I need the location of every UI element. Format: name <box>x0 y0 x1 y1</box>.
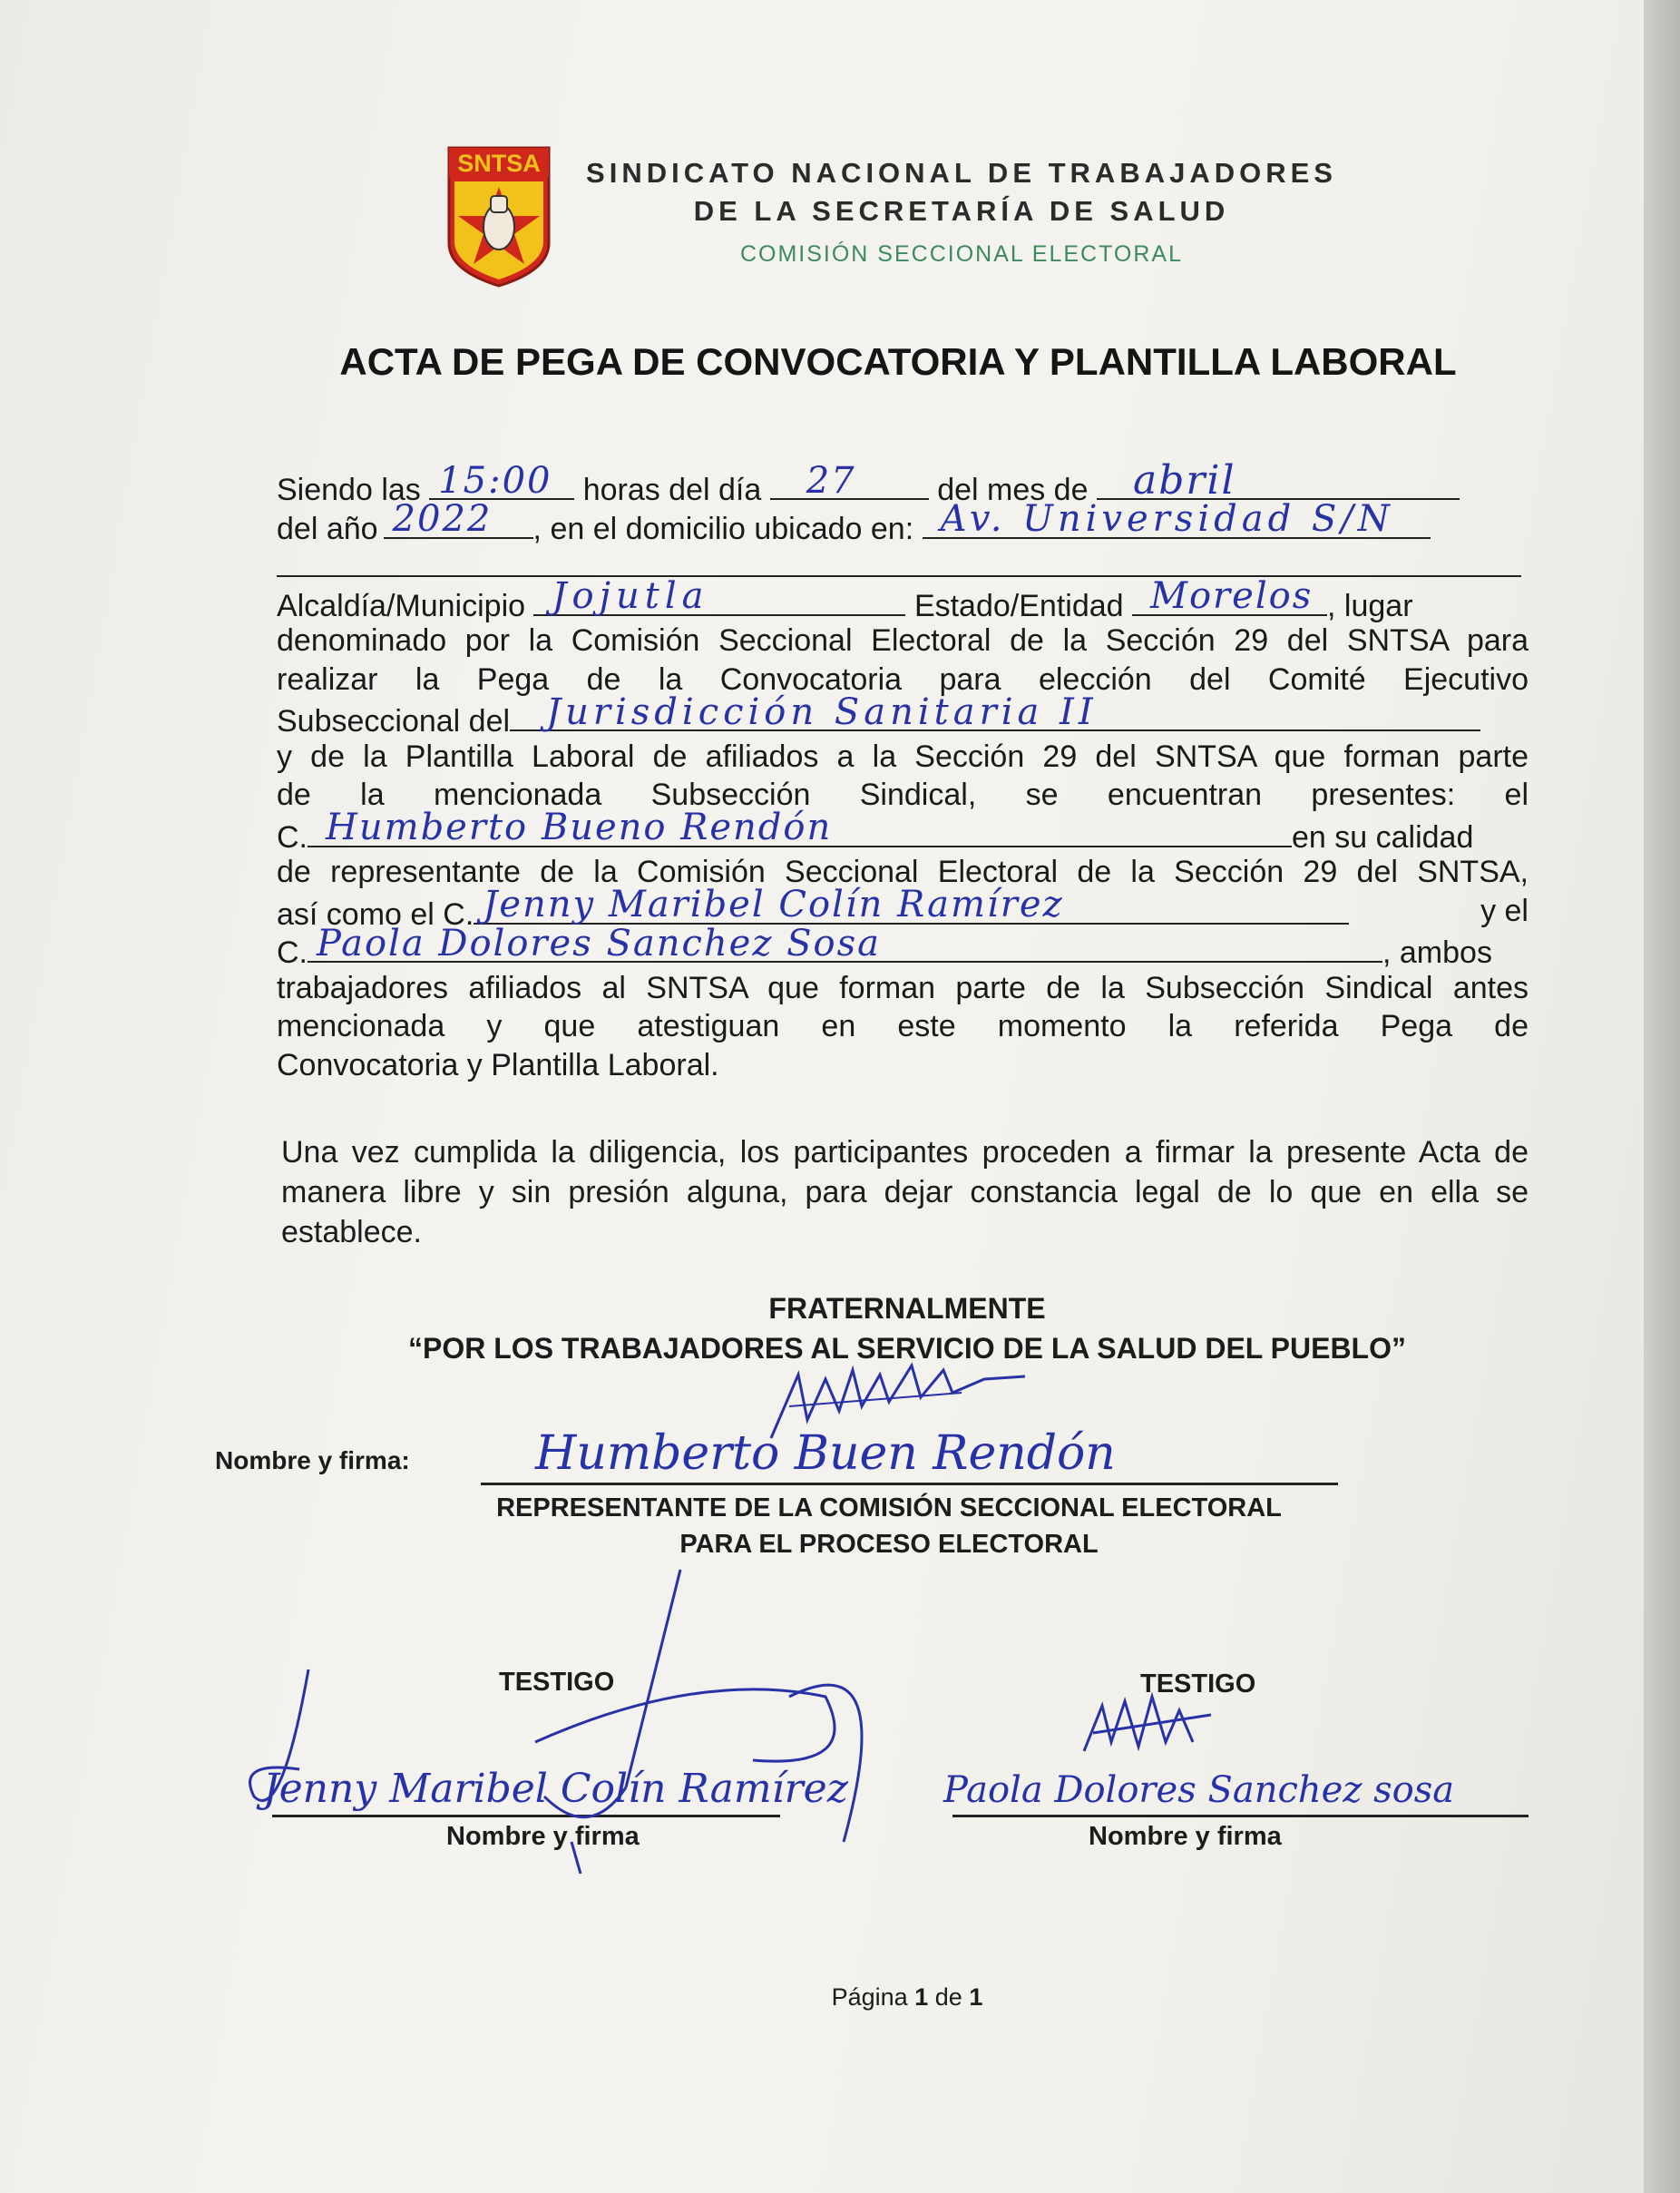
form-body <box>277 456 1529 1084</box>
year-value: 2022 <box>392 498 493 540</box>
sntsa-logo-icon <box>440 143 558 289</box>
witness-2-label: TESTIGO <box>1140 1669 1256 1699</box>
text-lugar: , lugar <box>1327 588 1413 623</box>
document-title: ACTA DE PEGA DE CONVOCATORIA Y PLANTILLA LABORAL <box>339 340 1457 383</box>
current-page: 1 <box>914 1983 929 2011</box>
month-field[interactable] <box>1097 456 1460 504</box>
representative-title-line-1: REPRESENTANTE DE LA COMISIÓN SECCIONAL ELECTORAL <box>496 1493 1282 1522</box>
subsection-field[interactable] <box>510 690 1480 733</box>
year-field[interactable] <box>384 498 533 540</box>
address-value: Av. Universidad S/N <box>940 498 1394 540</box>
witness-2-signature-scribble <box>1075 1669 1220 1769</box>
witness-2-handwritten-name: Paola Dolores Sanchez sosa <box>943 1769 1455 1811</box>
text-del-mes-de: del mes de <box>937 473 1089 507</box>
form-line-4 <box>277 575 1529 623</box>
text-asi-como: así como el C. <box>277 896 474 932</box>
representative-handwritten-name: Humberto Buen Rendón <box>535 1426 1116 1481</box>
form-line-16: Convocatoria y Plantilla Laboral. <box>277 1047 719 1082</box>
hour-value: 15:00 <box>438 459 552 502</box>
text-del-anio: del año <box>277 511 378 546</box>
text-domicilio: , en el domicilio ubicado en: <box>532 511 914 546</box>
commission-name: COMISIÓN SECCIONAL ELECTORAL <box>739 241 1184 267</box>
text-alcaldia: Alcaldía/Municipio <box>277 588 526 623</box>
text-en-su-calidad: en su calidad <box>1292 819 1474 855</box>
fraternal-line-1: FRATERNALMENTE <box>768 1292 1046 1325</box>
union-name-line-2: DE LA SECRETARÍA DE SALUD <box>693 195 1230 227</box>
form-line-15: mencionada y que atestiguan en este momento la referida Pega de <box>277 1009 1529 1043</box>
day-value: 27 <box>806 459 856 502</box>
witness-2-signature-line[interactable] <box>952 1815 1529 1817</box>
page-edge-shadow <box>1644 0 1680 2193</box>
representative-signature-scribble <box>762 1356 1034 1456</box>
union-name <box>581 154 1343 230</box>
total-pages: 1 <box>969 1983 983 2011</box>
form-line-6: realizar la Pega de la Convocatoria para elección del Comité Ejecutivo <box>277 661 1529 697</box>
witness-2-value: Paola Dolores Sanchez Sosa <box>317 922 881 964</box>
text-ambos: , ambos <box>1382 935 1492 970</box>
form-line-14: trabajadores afiliados al SNTSA que forman parte de la Subsección Sindical antes <box>277 970 1529 1005</box>
municipality-field[interactable] <box>533 575 905 617</box>
text-c-1: C. <box>277 819 308 855</box>
text-subseccional: Subseccional del <box>277 704 511 739</box>
form-line-7 <box>277 690 1529 739</box>
address-field[interactable] <box>923 498 1431 540</box>
of-word: de <box>934 1983 962 2011</box>
fraternal-motto: “POR LOS TRABAJADORES AL SERVICIO DE LA SALUD DEL PUEBLO” <box>408 1332 1406 1365</box>
representative-title-line-2: PARA EL PROCESO ELECTORAL <box>679 1530 1099 1559</box>
form-line-8: y de la Plantilla Laboral de afiliados a la Sección 29 del SNTSA que forman parte <box>277 739 1529 774</box>
representative-signature-line[interactable] <box>481 1483 1338 1485</box>
month-value: abril <box>1132 456 1236 504</box>
municipality-value: Jojutla <box>552 575 709 617</box>
page-word: Página <box>831 1983 908 2011</box>
name-signature-label: Nombre y firma: <box>215 1446 410 1474</box>
form-line-10 <box>277 807 1529 855</box>
form-line-13 <box>277 922 1529 970</box>
witness-1-name-sig-label: Nombre y firma <box>446 1822 640 1851</box>
representative-field[interactable] <box>308 807 1292 848</box>
witness-1-label: TESTIGO <box>499 1668 615 1697</box>
subsection-value: Jurisdicción Sanitaria II <box>546 690 1098 733</box>
form-line-3 <box>277 544 1529 583</box>
form-line-2 <box>277 498 1529 546</box>
text-horas-del-dia: horas del día <box>582 473 762 507</box>
text-siendo-las: Siendo las <box>277 473 421 507</box>
witness-1-field[interactable] <box>474 884 1349 925</box>
logo-text: SNTSA <box>457 150 541 177</box>
address-continuation-field[interactable] <box>277 544 1521 577</box>
union-name-line-1: SINDICATO NACIONAL DE TRABAJADORES <box>586 157 1337 189</box>
witness-2-name-sig-label: Nombre y firma <box>1089 1822 1282 1851</box>
form-line-11: de representante de la Comisión Seccional Electoral de la Sección 29 del SNTSA, <box>277 855 1529 889</box>
witness-1-handwritten-name: Jenny Maribel Colín Ramírez <box>263 1766 848 1812</box>
hour-field[interactable] <box>429 459 574 502</box>
witness-1-signature-scribble <box>245 1561 952 1878</box>
form-line-9: de la mencionada Subsección Sindical, se encuentran presentes: el <box>277 778 1529 812</box>
state-value: Morelos <box>1150 575 1314 617</box>
state-field[interactable] <box>1132 575 1327 617</box>
text-estado: Estado/Entidad <box>913 588 1124 623</box>
text-y-el: y el <box>1480 893 1529 928</box>
day-field[interactable] <box>770 459 929 502</box>
form-line-5: denominado por la Comisión Seccional Electoral de la Sección 29 del SNTSA para <box>277 623 1529 658</box>
closing-paragraph: Una vez cumplida la diligencia, los participantes proceden a firmar la presente Acta de manera libre y sin presión alguna, para dejar constancia legal de lo que en ella se establece. <box>281 1135 1529 1249</box>
text-c-2: C. <box>277 935 308 970</box>
representative-value: Humberto Bueno Rendón <box>326 807 833 848</box>
page-number <box>726 1983 1089 2012</box>
witness-1-value: Jenny Maribel Colín Ramírez <box>483 884 1064 925</box>
representative-title <box>454 1490 1324 1562</box>
witness-2-field[interactable] <box>308 922 1382 964</box>
